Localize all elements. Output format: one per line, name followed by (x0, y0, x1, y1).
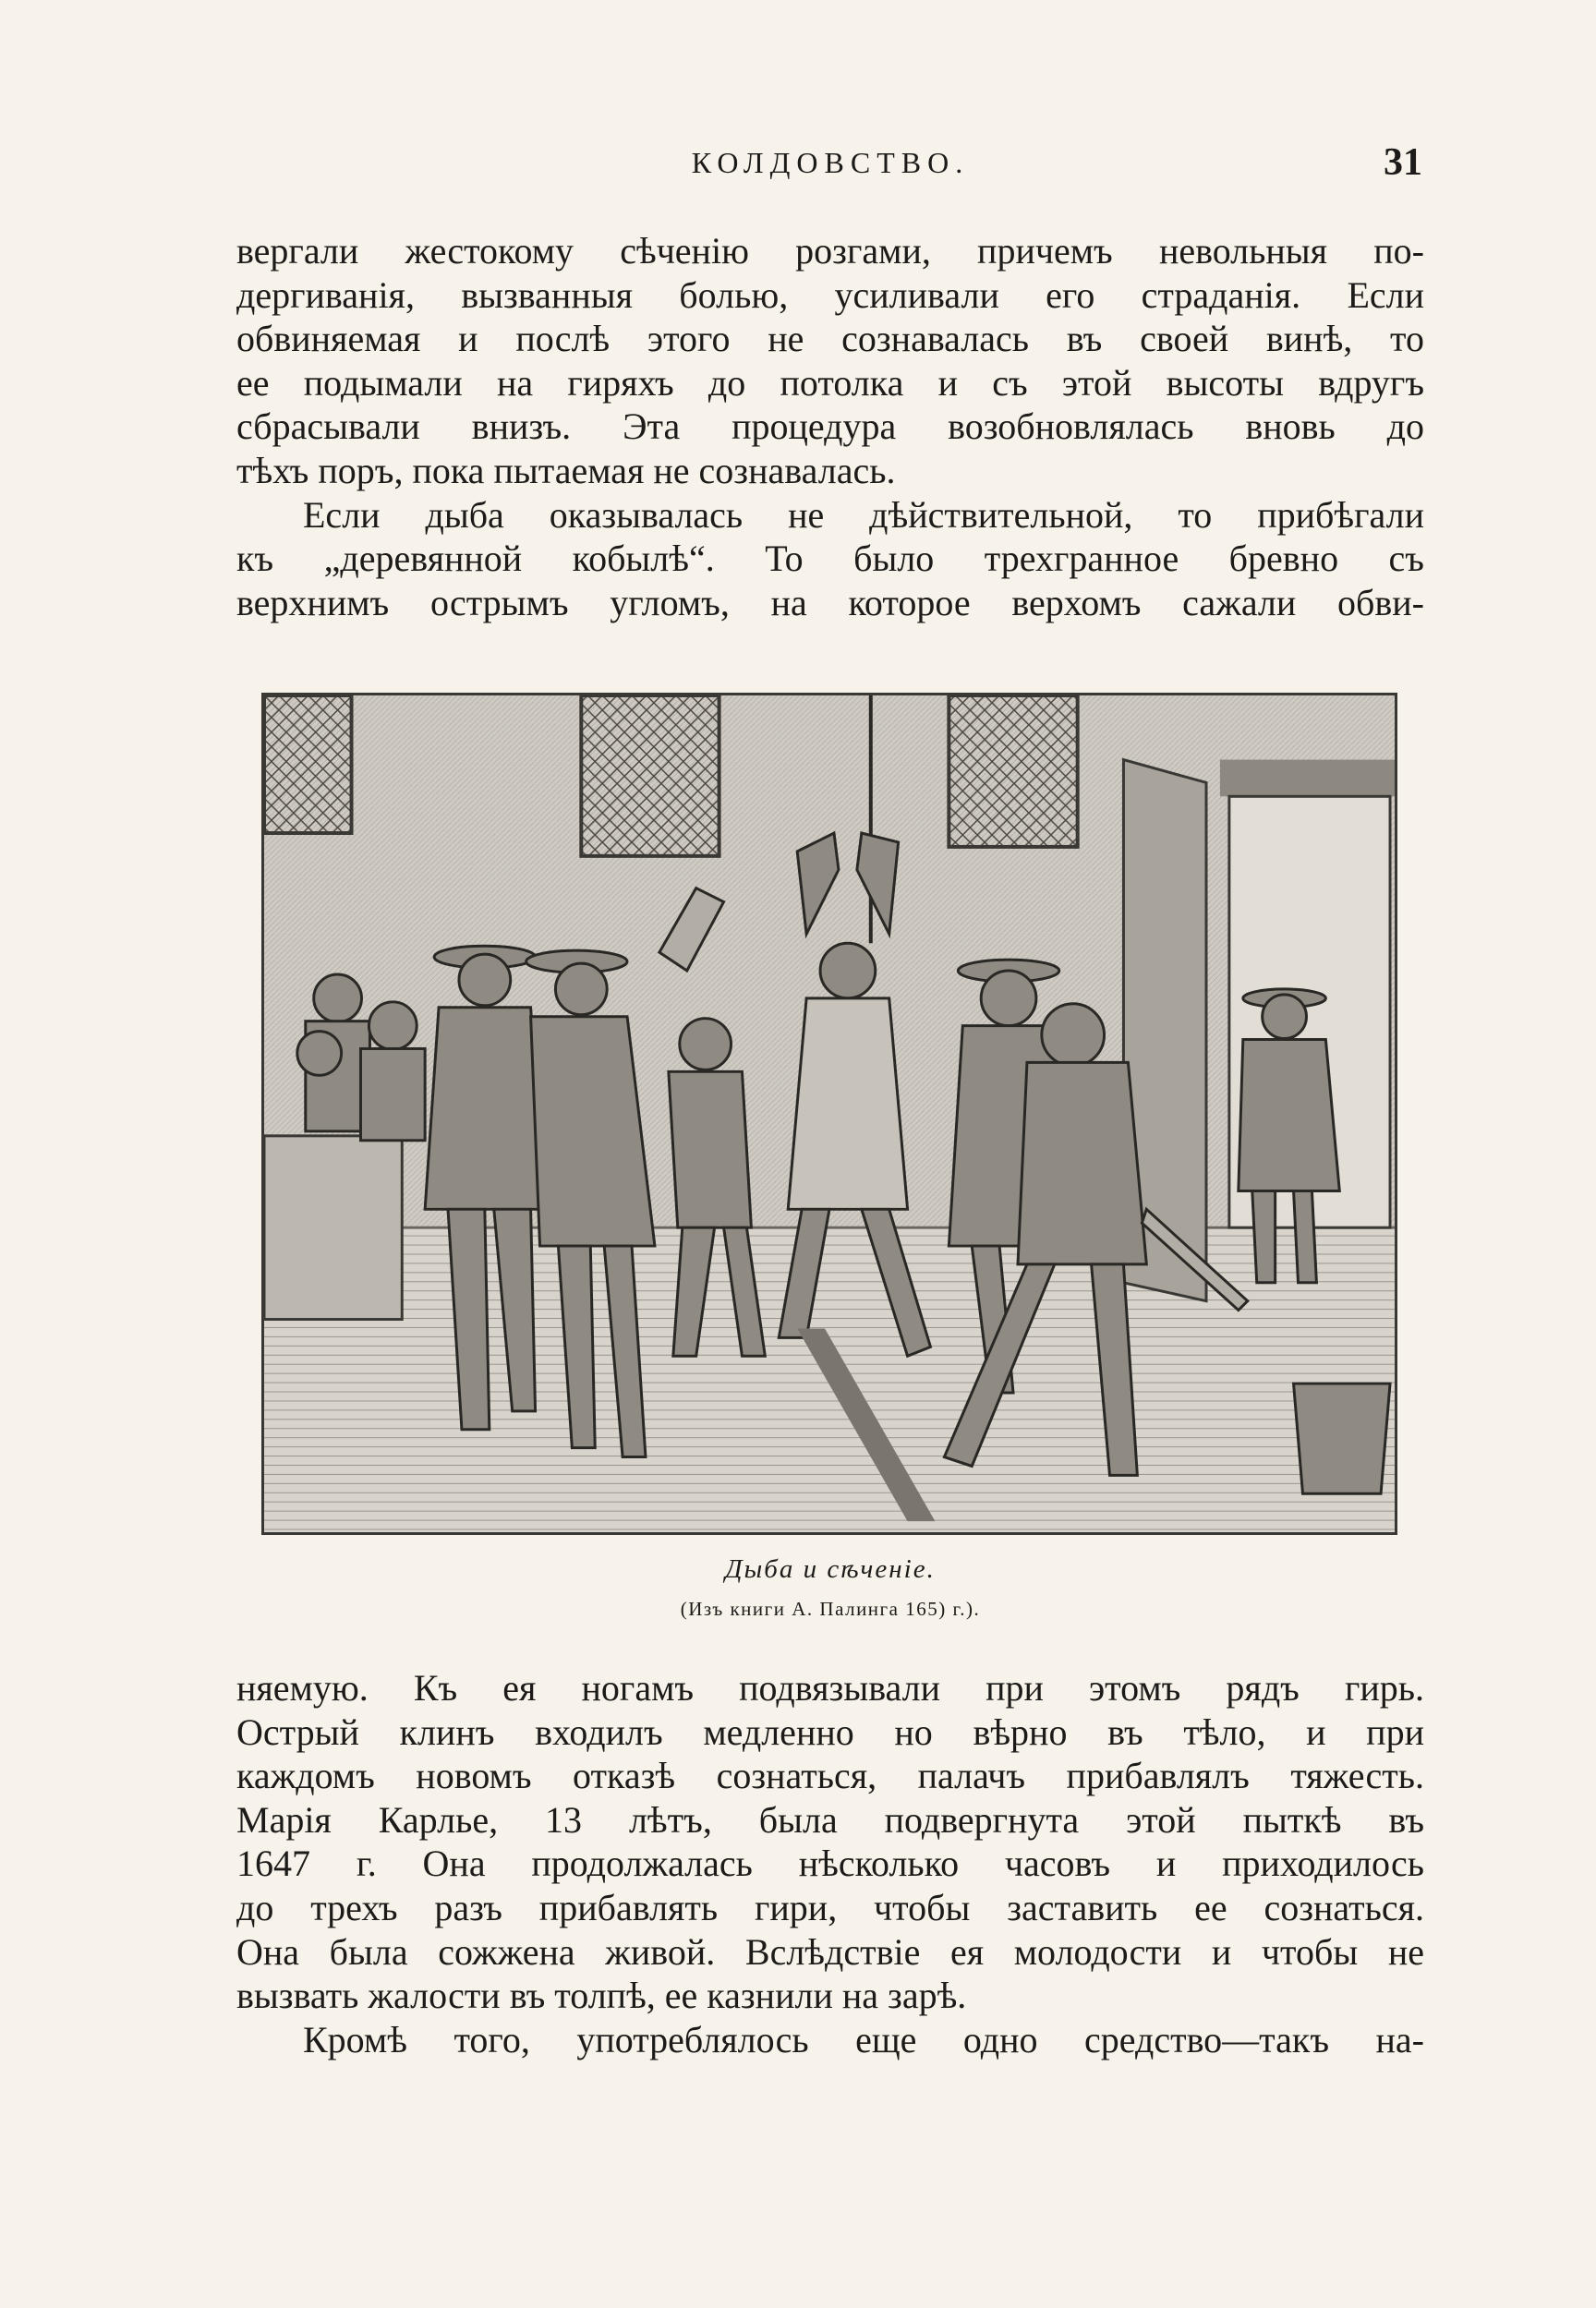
figure-caption: Дыба и сѣченіе. (725, 1554, 936, 1584)
text-line: сбрасывали внизъ. Эта процедура возобновлялась вновь до (236, 405, 1424, 448)
text-line: къ „деревянной кобылѣ“. То было трехгранное бревно съ (236, 538, 1424, 580)
text-line: 1647 г. Она продолжалась нѣсколько часовъ и приходилось (236, 1843, 1424, 1885)
page-number: 31 (1384, 141, 1422, 184)
text-line: Если дыба оказывалась не дѣйствительной, то прибѣгали (303, 493, 1424, 536)
text-line: Марія Карлье, 13 лѣтъ, была подвергнута этой пыткѣ въ (236, 1798, 1424, 1841)
text-line: вызвать жалости въ толпѣ, ее казнили на зарѣ. (236, 1975, 967, 2017)
text-line: до трехъ разъ прибавлять гири, чтобы заставить ее сознаться. (236, 1886, 1424, 1928)
engraving-illustration (261, 693, 1397, 1535)
text-line: вергали жестокому сѣченію розгами, причемъ невольныя по- (236, 230, 1424, 272)
text-line: Острый клинъ входилъ медленно но вѣрно въ тѣло, и при (236, 1710, 1424, 1753)
text-line: верхнимъ острымъ угломъ, на которое верхомъ сажали обви- (236, 581, 1424, 623)
engraving-drawing (264, 695, 1395, 1532)
text-line: каждомъ новомъ отказѣ сознаться, палачъ прибавлялъ тяжесть. (236, 1755, 1424, 1797)
running-header (238, 141, 1422, 192)
text-line: Кромѣ того, употреблялось еще одно средство—такъ на- (303, 2018, 1424, 2060)
text-line: ее подымали на гиряхъ до потолка и съ этой высоты вдругъ (236, 361, 1424, 404)
text-block-top (236, 229, 1424, 624)
text-line: тѣхъ поръ, пока пытаемая не сознавалась. (236, 449, 896, 491)
text-line: дергиванія, вызванныя болью, усиливали его страданія. Если (236, 273, 1424, 316)
text-line: няемую. Къ ея ногамъ подвязывали при этомъ рядъ гирь. (236, 1667, 1424, 1709)
running-title: КОЛДОВСТВО. (691, 146, 970, 179)
text-line: обвиняемая и послѣ этого не сознавалась въ своей винѣ, то (236, 318, 1424, 360)
text-block-bottom (236, 1666, 1424, 2061)
text-line: Она была сожжена живой. Вслѣдствіе ея молодости и чтобы не (236, 1930, 1424, 1973)
figure-source: (Изъ книги А. Палинга 165) г.). (680, 1598, 981, 1620)
